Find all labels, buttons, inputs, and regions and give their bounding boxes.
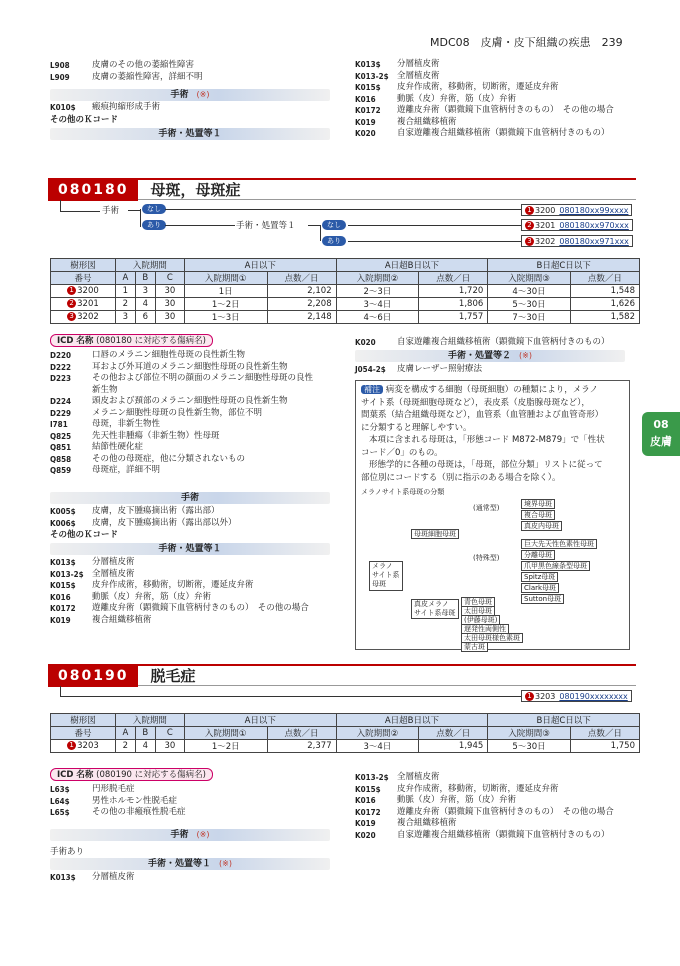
right-k020 <box>355 337 645 349</box>
section-code: 080190 <box>48 665 138 687</box>
list-item: K015$ 皮弁作成術，移動術，切断術，遷延皮弁術 <box>355 783 559 794</box>
list-item: K013-2$ 全層植皮術 <box>50 568 135 579</box>
points-table-080180: 樹形図 入院期間 A日以下 A日超B日以下 B日超C日以下 番号 A B C 入院期間① 点数／日 入院期間② 点数／日 入院期間③ 点数／日 1 3200 1 3 30 1日 2,102 2～3日 1,720 4～30日 1,548 2 3201 2 4 30 1～2日 2,208 3～4日 1,806 5～30日 1,626 3 3202 3 6 30 1～3日 2,148 4～6日 1,757 7～30日 1,582 <box>50 258 640 324</box>
note-box: 補注 病変を構成する細胞（母斑細胞）の種類により，メラノ サイト系（母斑細胞母斑など），表皮系（皮脂腺母斑など）， 間葉系（結合組織母斑など），血管系（血管腫および血管奇形） に分類すると理解しやすい。 本項に含まれる母斑は，「形態コード M872-M879」で「性状 コード／0」のもの。 形態学的に各種の母斑は，「母斑，部位分類」リストに従って 部位別にコードする（別に指示のある場合を除く）。 メラノサイト系母斑の分類 メラノ サイト系 母斑 母斑細胞母斑 真皮メラノ サイト系母斑 (通常型) (特殊型) 境界母斑 複合母斑 真皮内母斑 巨大先天性色素性母斑 分離母斑 爪甲黒色線条型母斑 Spitz母斑 Clark母斑 Sutton母斑 青色母斑 太田母斑 (伊藤母斑) 遅発性両側性 太田母斑様色素斑 蒙古斑 <box>355 380 630 650</box>
list-item: Q851 結節性硬化症 <box>50 442 144 452</box>
procedure2-list <box>355 364 645 376</box>
list-item: K019 複合組織移植術 <box>355 116 457 127</box>
section-title-080190 <box>48 664 636 686</box>
list-item: D229 メラニン細胞性母斑の良性新生物，部位不明 <box>50 407 263 418</box>
surgery-bar: 手術 <box>50 492 330 504</box>
surgery-bar: 手術 (※) <box>50 829 330 841</box>
list-item: K016 動脈（皮）弁術，筋（皮）弁術 <box>355 93 517 104</box>
table-row: 1 3203 2 4 30 1～2日 2,377 3～4日 1,945 5～30日 1,750 <box>51 740 640 753</box>
list-item: L908 皮膚のその他の萎縮性障害 <box>50 60 195 70</box>
icd-header-080180: ICD 名称 (080180 に対応する傷病名) <box>50 334 213 347</box>
classification-diagram: メラノ サイト系 母斑 母斑細胞母斑 真皮メラノ サイト系母斑 (通常型) (特殊型) 境界母斑 複合母斑 真皮内母斑 巨大先天性色素性母斑 分離母斑 爪甲黒色線条型母斑 Spitz母斑 Clark母斑 Sutton母斑 青色母斑 太田母斑 (伊藤母斑) 遅発性両側性 太田母斑様色素斑 蒙古斑 <box>361 499 624 649</box>
list-item: K0172 遊離皮弁術（顕微鏡下血管柄付きのもの） その他の場合 <box>50 603 309 613</box>
list-item: K020 自家遊離複合組織移植術（顕微鏡下血管柄付きのもの） <box>355 337 610 347</box>
dpc-3201: 2 3201 080180xx970xxx <box>521 219 633 231</box>
procedure-list <box>50 557 350 626</box>
dpc-3202: 3 3202 080180xx971xxx <box>521 235 633 247</box>
list-item: K0172 遊離皮弁術（顕微鏡下血管柄付きのもの） その他の場合 <box>355 105 614 115</box>
list-item: K013$ 分層植皮術 <box>50 872 135 882</box>
icd-list-080180 <box>50 350 350 477</box>
top-right-codes <box>355 59 645 140</box>
section-title-080180 <box>48 178 636 200</box>
tree-nashi: なし <box>142 204 166 214</box>
tree-surgery: 手術 <box>102 206 120 216</box>
list-item: L64$ 男性ホルモン性脱毛症 <box>50 795 178 806</box>
surgery-sub: 手術あり <box>50 847 85 857</box>
list-item: K013-2$ 全層植皮術 <box>355 772 440 782</box>
top-left-surgery <box>50 102 330 114</box>
list-item: K019 複合組織移植術 <box>50 614 152 625</box>
section-name: 母斑，母斑症 <box>150 181 241 199</box>
list-item: J054-2$ 皮膚レーザー照射療法 <box>355 364 483 374</box>
points-table-080190: 樹形図 入院期間 A日以下 A日超B日以下 B日超C日以下 番号 A B C 入院期間① 点数／日 入院期間② 点数／日 入院期間③ 点数／日 1 3203 2 4 30 1～2日 2,377 3～4日 1,945 5～30日 1,750 <box>50 713 640 753</box>
list-item: K015$ 皮弁作成術，移動術，切断術，遷延皮弁術 <box>50 580 254 590</box>
surgery-bar: 手術 (※) <box>50 89 330 101</box>
list-item: K013$ 分層植皮術 <box>50 557 135 567</box>
other-k-label: その他のＫコード <box>50 530 119 540</box>
list-item: I781 母斑，非新生物性 <box>50 419 161 429</box>
dpc-3200: 1 3200 080180xx99xxxx <box>521 204 632 216</box>
procedure-bar: 手術・処置等１ <box>50 543 330 555</box>
top-left-codes <box>50 60 330 83</box>
list-item: K015$ 皮弁作成術，移動術，切断術，遷延皮弁術 <box>355 82 559 92</box>
tree-procedure: 手術・処置等１ <box>236 221 296 231</box>
right-codes-080190 <box>355 772 645 841</box>
list-item: K020 自家遊離複合組織移植術（顕微鏡下血管柄付きのもの） <box>355 128 610 138</box>
list-item: Q859 母斑症，詳細不明 <box>50 465 161 475</box>
chapter-tab[interactable]: 08 皮膚 <box>642 412 680 456</box>
procedure-list <box>50 872 350 884</box>
other-k-label: その他のＫコード <box>50 115 119 125</box>
list-item: K019 複合組織移植術 <box>355 818 457 828</box>
list-item: D222 耳および外耳道のメラニン細胞性母斑の良性新生物 <box>50 361 288 372</box>
icd-list-080190 <box>50 784 350 819</box>
dpc-3203: 1 3203 080190xxxxxxxx <box>521 690 632 702</box>
section-name: 脱毛症 <box>150 667 196 685</box>
list-item: K020 自家遊離複合組織移植術（顕微鏡下血管柄付きのもの） <box>355 829 610 840</box>
tree-ari: あり <box>142 220 166 230</box>
section-code: 080180 <box>48 179 138 201</box>
page-header: MDC08 皮膚・皮下組織の疾患 239 <box>430 36 623 49</box>
procedure-bar: 手術・処置等１ <box>50 128 330 140</box>
table-row: 2 3201 2 4 30 1～2日 2,208 3～4日 1,806 5～30日 1,626 <box>51 298 640 311</box>
list-item: K006$ 皮膚，皮下腫瘍摘出術（露出部以外） <box>50 517 237 528</box>
list-item: K013-2$ 全層植皮術 <box>355 70 440 81</box>
list-item: K005$ 皮膚，皮下腫瘍摘出術（露出部） <box>50 506 220 516</box>
list-item: 新生物 <box>92 384 118 395</box>
list-item: L63$ 円形脱毛症 <box>50 784 135 794</box>
icd-header-080190: ICD 名称 (080190 に対応する傷病名) <box>50 768 213 781</box>
list-item: K0172 遊離皮弁術（顕微鏡下血管柄付きのもの） その他の場合 <box>355 806 614 817</box>
list-item: K016 動脈（皮）弁術，筋（皮）弁術 <box>355 795 517 805</box>
procedure-bar: 手術・処置等１ (※) <box>50 858 330 870</box>
list-item: D224 頭皮および頚部のメラニン細胞性母斑の良性新生物 <box>50 396 288 406</box>
list-item: K013$ 分層植皮術 <box>355 59 440 69</box>
surgery-list <box>50 506 350 529</box>
diagram-title: メラノサイト系母斑の分類 <box>361 488 445 496</box>
list-item: Q858 その他の母斑症，他に分類されないもの <box>50 453 246 464</box>
list-item: D223 その他および部位不明の顔面のメラニン細胞性母斑の良性 <box>50 373 314 383</box>
table-row: 1 3200 1 3 30 1日 2,102 2～3日 1,720 4～30日 1,548 <box>51 285 640 298</box>
list-item: D220 口唇のメラニン細胞性母斑の良性新生物 <box>50 350 246 360</box>
list-item: K010$ 瘢痕拘縮形成手術 <box>50 102 161 112</box>
list-item: L909 皮膚の萎縮性障害，詳細不明 <box>50 71 203 82</box>
list-item: K016 動脈（皮）弁術，筋（皮）弁術 <box>50 591 212 602</box>
list-item: Q825 先天性非腫瘍（非新生物）性母斑 <box>50 430 220 441</box>
procedure2-bar: 手術・処置等２ (※) <box>355 350 625 362</box>
list-item: L65$ その他の非瘢痕性脱毛症 <box>50 807 186 817</box>
tree-ari2: あり <box>322 236 346 246</box>
table-row: 3 3202 3 6 30 1～3日 2,148 4～6日 1,757 7～30日 1,582 <box>51 311 640 324</box>
tree-nashi2: なし <box>322 220 346 230</box>
